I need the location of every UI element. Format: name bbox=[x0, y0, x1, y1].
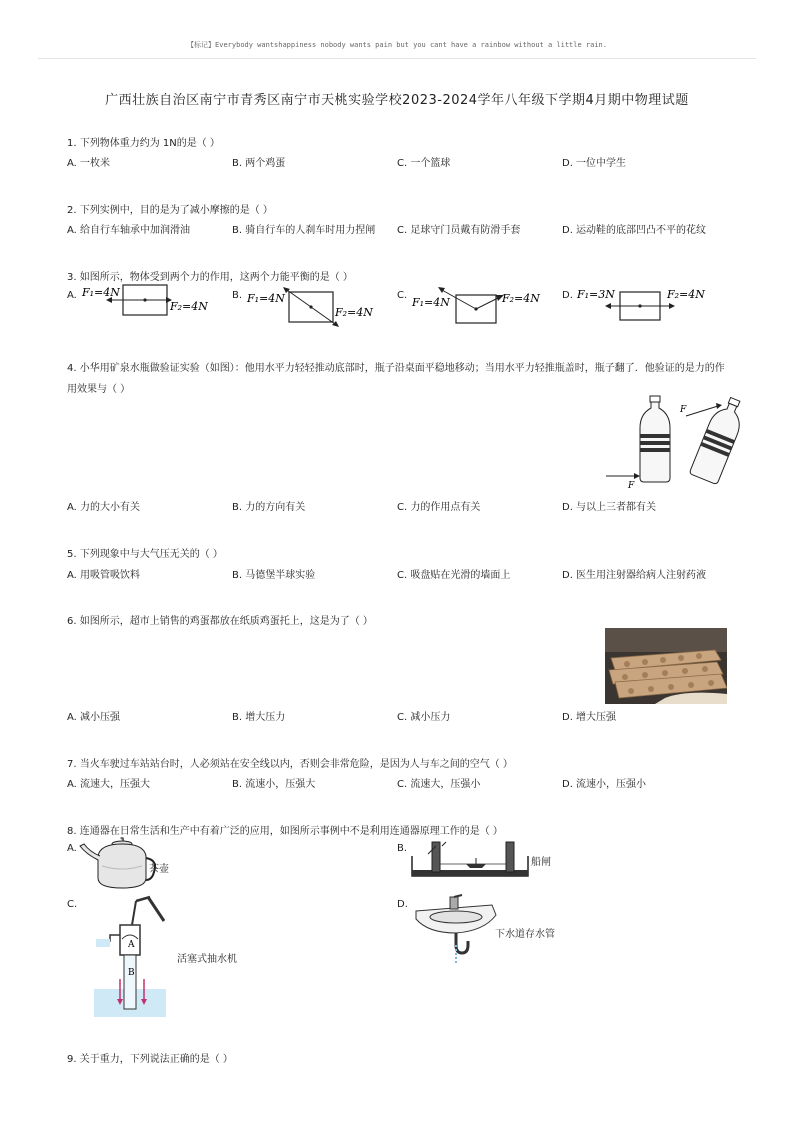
force-point bbox=[309, 305, 312, 308]
force-point bbox=[143, 298, 146, 301]
question-3-option-b-letter[interactable]: B. bbox=[232, 290, 243, 301]
question-6-option-d[interactable]: D. 增大压强 bbox=[562, 712, 617, 723]
question-6-option-a[interactable]: A. 减小压强 bbox=[67, 712, 121, 723]
ship-lock-label: 船闸 bbox=[531, 857, 551, 868]
f2-label: F₂=4N bbox=[170, 300, 208, 313]
f2-label: F₂=4N bbox=[335, 306, 373, 319]
piston-pump-label: 活塞式抽水机 bbox=[177, 954, 237, 965]
question-7-option-a[interactable]: A. 流速大，压强大 bbox=[67, 779, 151, 790]
arrow-head-icon bbox=[634, 473, 640, 479]
question-3-option-a-letter[interactable]: A. bbox=[67, 290, 77, 301]
force-point bbox=[474, 307, 477, 310]
question-5-option-a[interactable]: A. 用吸管吸饮料 bbox=[67, 570, 141, 581]
question-3-figure-c[interactable] bbox=[410, 282, 550, 330]
question-5-stem: 5. 下列现象中与大气压无关的（ ） bbox=[67, 549, 223, 560]
question-8-option-d-letter[interactable]: D. bbox=[397, 899, 408, 910]
f1-label: F₁=4N bbox=[412, 296, 450, 309]
question-4-bottles-figure bbox=[600, 394, 760, 490]
water-bottle-tilted bbox=[689, 394, 749, 485]
sink-drain-label: 下水道存水管 bbox=[495, 929, 555, 940]
teapot-label: 茶壶 bbox=[149, 864, 169, 875]
question-6-stem: 6. 如图所示，超市上销售的鸡蛋都放在纸质鸡蛋托上，这是为了（ ） bbox=[67, 616, 373, 627]
page-title: 广西壮族自治区南宁市青秀区南宁市天桃实验学校2023-2024学年八年级下学期4月期中物理试题 bbox=[105, 93, 689, 108]
question-1-stem: 1. 下列物体重力约为 1N的是（ ） bbox=[67, 138, 220, 149]
question-4-option-c[interactable]: C. 力的作用点有关 bbox=[397, 502, 481, 513]
arrow-head-icon bbox=[605, 303, 611, 309]
f2-label: F₂=4N bbox=[502, 292, 540, 305]
question-5-option-d[interactable]: D. 医生用注射器给病人注射药液 bbox=[562, 570, 707, 581]
pump-valve-a-label: A bbox=[128, 940, 135, 950]
f1-label: F₁=4N bbox=[82, 286, 120, 299]
question-5-option-b[interactable]: B. 马德堡半球实验 bbox=[232, 570, 316, 581]
question-1-option-b[interactable]: B. 两个鸡蛋 bbox=[232, 158, 286, 169]
question-7-stem: 7. 当火车驶过车站站台时，人必须站在安全线以内，否则会非常危险，是因为人与车之间的空气（ ） bbox=[67, 759, 513, 770]
question-1-option-d[interactable]: D. 一位中学生 bbox=[562, 158, 627, 169]
arrow-head-icon bbox=[438, 287, 445, 293]
question-2-option-d[interactable]: D. 运动鞋的底部凹凸不平的花纹 bbox=[562, 225, 707, 236]
ship-lock-figure[interactable] bbox=[408, 836, 532, 882]
question-7-option-d[interactable]: D. 流速小，压强小 bbox=[562, 779, 647, 790]
question-4-stem: 4. 小华用矿泉水瓶做验证实验（如图）：他用水平力轻轻推动底部时，瓶子沿桌面平稳地移动；当用水平力轻推瓶盖时，瓶子翻了．他验证的是力的作用效果与（ ） bbox=[67, 363, 725, 395]
f1-label: F₁=4N bbox=[247, 292, 285, 305]
arrow-head-icon bbox=[716, 403, 722, 409]
question-3-figure-a[interactable] bbox=[80, 280, 220, 320]
pump-valve-b-label: B bbox=[128, 968, 135, 978]
question-4-option-b[interactable]: B. 力的方向有关 bbox=[232, 502, 306, 513]
header-divider bbox=[38, 58, 756, 59]
question-6-option-b[interactable]: B. 增大压力 bbox=[232, 712, 286, 723]
f1-label: F₁=3N bbox=[577, 288, 615, 301]
question-8-option-c-letter[interactable]: C. bbox=[67, 899, 78, 910]
question-7-option-c[interactable]: C. 流速大，压强小 bbox=[397, 779, 481, 790]
teapot-figure[interactable] bbox=[76, 836, 156, 892]
question-3-figure-d[interactable] bbox=[575, 282, 715, 324]
force-point bbox=[638, 304, 641, 307]
header-note: 【标记】Everybody wantshappiness nobody wants pain but you cant have a rainbow without a little rain. bbox=[187, 41, 607, 49]
question-2-option-a[interactable]: A. 给自行车轴承中加润滑油 bbox=[67, 225, 191, 236]
sink-drain-figure[interactable] bbox=[410, 893, 498, 967]
force-label-bottom: F bbox=[628, 481, 635, 490]
question-9-stem: 9. 关于重力，下列说法正确的是（ ） bbox=[67, 1054, 233, 1065]
question-3-option-d-letter[interactable]: D. bbox=[562, 290, 573, 301]
force-arrow-top bbox=[686, 406, 718, 416]
water-bottle-upright bbox=[640, 396, 670, 482]
question-2-option-b[interactable]: B. 骑自行车的人刹车时用力捏闸 bbox=[232, 225, 376, 236]
question-2-stem: 2. 下列实例中，目的是为了减小摩擦的是（ ） bbox=[67, 205, 273, 216]
question-7-option-b[interactable]: B. 流速小，压强大 bbox=[232, 779, 316, 790]
question-1-option-c[interactable]: C. 一个篮球 bbox=[397, 158, 451, 169]
force-label-top: F bbox=[680, 405, 687, 415]
question-2-option-c[interactable]: C. 足球守门员戴有防滑手套 bbox=[397, 225, 521, 236]
question-3-stem: 3. 如图所示，物体受到两个力的作用，这两个力能平衡的是（ ） bbox=[67, 272, 353, 283]
f2-label: F₂=4N bbox=[667, 288, 705, 301]
question-1-option-a[interactable]: A. 一枚米 bbox=[67, 158, 111, 169]
egg-tray-photo bbox=[605, 628, 727, 704]
question-3-option-c-letter[interactable]: C. bbox=[397, 290, 408, 301]
question-6-option-c[interactable]: C. 减小压力 bbox=[397, 712, 451, 723]
question-3-figure-b[interactable] bbox=[245, 282, 385, 330]
question-8-option-b-letter[interactable]: B. bbox=[397, 843, 408, 854]
question-5-option-c[interactable]: C. 吸盘贴在光滑的墙面上 bbox=[397, 570, 511, 581]
question-4-option-d[interactable]: D. 与以上三者都有关 bbox=[562, 502, 657, 513]
question-4-option-a[interactable]: A. 力的大小有关 bbox=[67, 502, 141, 513]
arrow-head-icon bbox=[669, 303, 675, 309]
piston-pump-figure[interactable] bbox=[90, 895, 170, 1019]
question-8-stem: 8. 连通器在日常生活和生产中有着广泛的应用，如图所示事例中不是利用连通器原理工作的是（ ） bbox=[67, 826, 503, 837]
question-8-option-a-letter[interactable]: A. bbox=[67, 843, 77, 854]
